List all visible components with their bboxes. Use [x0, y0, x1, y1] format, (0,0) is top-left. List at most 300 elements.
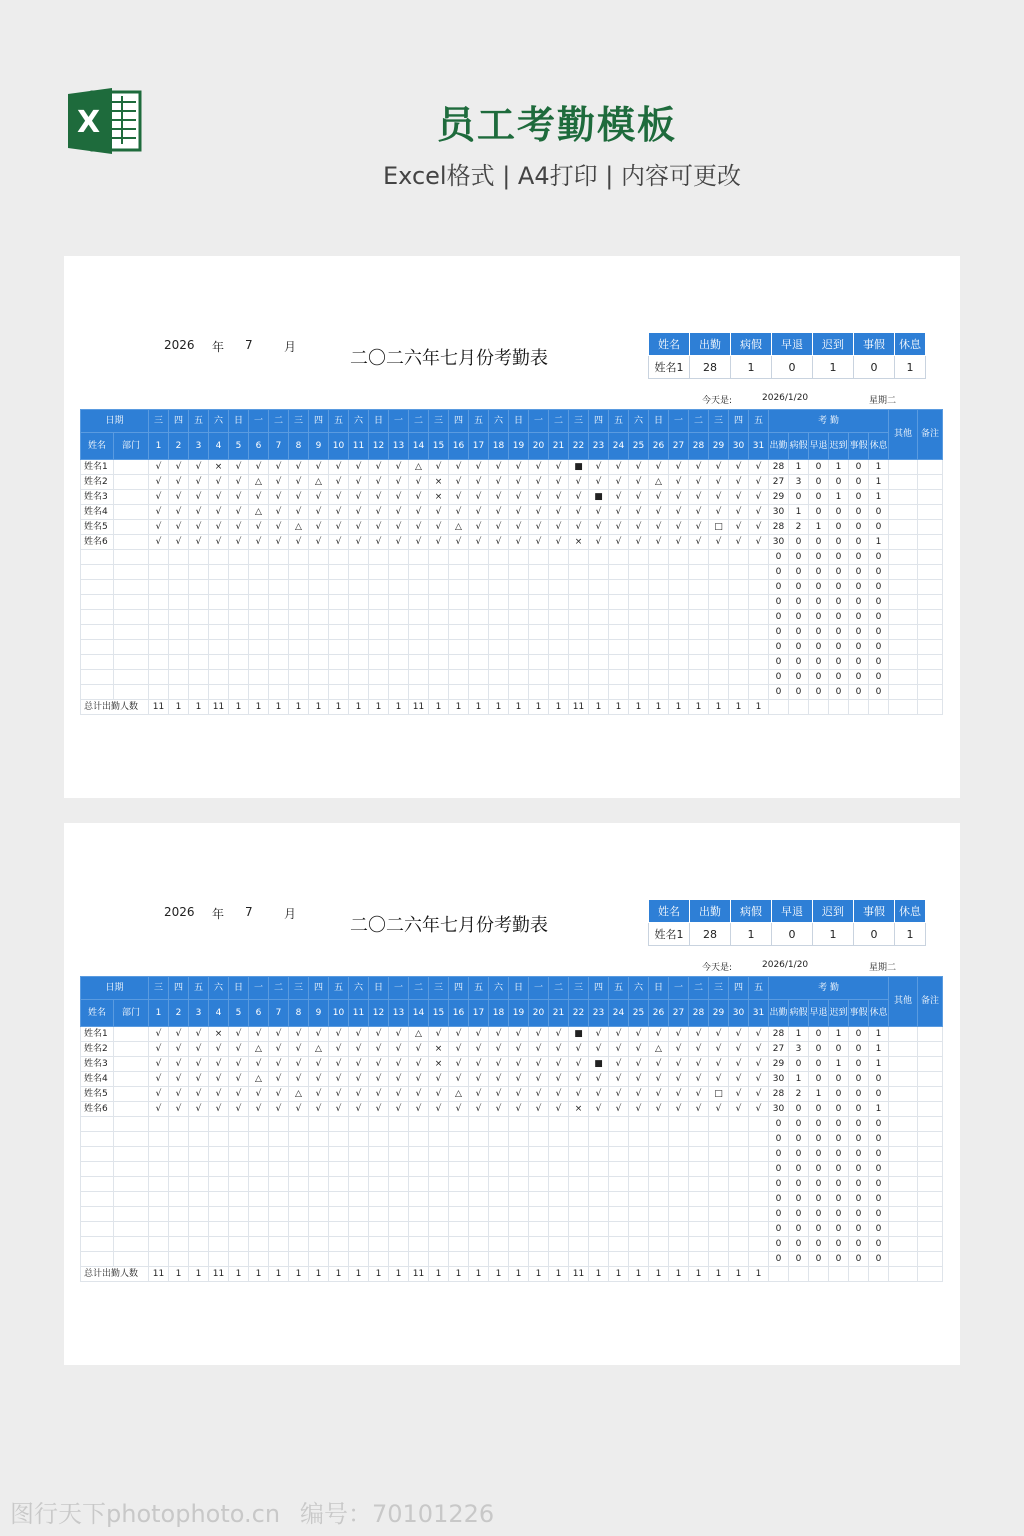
attendance-mark[interactable]	[269, 1117, 289, 1132]
attendance-mark[interactable]	[649, 550, 669, 565]
attendance-mark[interactable]	[729, 1177, 749, 1192]
attendance-mark[interactable]	[249, 610, 269, 625]
attendance-mark[interactable]	[329, 670, 349, 685]
note-cell[interactable]	[918, 1027, 943, 1042]
attendance-mark[interactable]: √	[149, 535, 169, 550]
attendance-mark[interactable]: √	[709, 1042, 729, 1057]
attendance-mark[interactable]: △	[249, 1072, 269, 1087]
attendance-mark[interactable]: √	[569, 520, 589, 535]
attendance-mark[interactable]	[709, 1222, 729, 1237]
attendance-mark[interactable]: △	[449, 1087, 469, 1102]
employee-name[interactable]	[81, 565, 114, 580]
attendance-mark[interactable]: √	[229, 475, 249, 490]
attendance-mark[interactable]: √	[389, 1057, 409, 1072]
attendance-mark[interactable]	[569, 1192, 589, 1207]
attendance-mark[interactable]	[289, 550, 309, 565]
attendance-mark[interactable]: ×	[569, 1102, 589, 1117]
attendance-mark[interactable]	[509, 1252, 529, 1267]
attendance-mark[interactable]	[329, 1192, 349, 1207]
attendance-mark[interactable]: √	[489, 1042, 509, 1057]
attendance-mark[interactable]	[569, 685, 589, 700]
other-cell[interactable]	[889, 1132, 918, 1147]
attendance-mark[interactable]	[349, 625, 369, 640]
attendance-mark[interactable]	[529, 1192, 549, 1207]
attendance-mark[interactable]	[369, 1147, 389, 1162]
attendance-mark[interactable]	[469, 1132, 489, 1147]
employee-name[interactable]: 姓名5	[81, 1087, 114, 1102]
attendance-mark[interactable]	[489, 1177, 509, 1192]
attendance-mark[interactable]	[229, 1117, 249, 1132]
attendance-mark[interactable]: √	[709, 1027, 729, 1042]
attendance-mark[interactable]	[669, 1117, 689, 1132]
attendance-mark[interactable]	[289, 580, 309, 595]
attendance-mark[interactable]	[549, 1207, 569, 1222]
attendance-mark[interactable]	[649, 595, 669, 610]
attendance-mark[interactable]: √	[509, 460, 529, 475]
attendance-mark[interactable]: √	[589, 1087, 609, 1102]
attendance-mark[interactable]	[649, 625, 669, 640]
attendance-mark[interactable]	[509, 1117, 529, 1132]
employee-name[interactable]: 姓名2	[81, 475, 114, 490]
attendance-mark[interactable]: √	[349, 490, 369, 505]
attendance-mark[interactable]	[249, 1162, 269, 1177]
attendance-mark[interactable]: √	[309, 520, 329, 535]
other-cell[interactable]	[889, 625, 918, 640]
attendance-mark[interactable]	[569, 640, 589, 655]
attendance-mark[interactable]	[249, 580, 269, 595]
attendance-mark[interactable]	[309, 640, 329, 655]
attendance-mark[interactable]: △	[289, 520, 309, 535]
attendance-mark[interactable]: √	[469, 1057, 489, 1072]
attendance-mark[interactable]	[709, 1117, 729, 1132]
attendance-mark[interactable]: √	[429, 505, 449, 520]
attendance-mark[interactable]	[729, 580, 749, 595]
attendance-mark[interactable]	[409, 625, 429, 640]
attendance-mark[interactable]	[389, 1207, 409, 1222]
attendance-mark[interactable]: √	[529, 1102, 549, 1117]
attendance-mark[interactable]	[469, 1192, 489, 1207]
attendance-mark[interactable]	[229, 685, 249, 700]
attendance-mark[interactable]: √	[309, 1087, 329, 1102]
note-cell[interactable]	[918, 505, 943, 520]
attendance-mark[interactable]: √	[349, 460, 369, 475]
attendance-mark[interactable]: ×	[429, 1042, 449, 1057]
other-cell[interactable]	[889, 1252, 918, 1267]
attendance-mark[interactable]: √	[389, 475, 409, 490]
employee-name[interactable]	[81, 1117, 114, 1132]
attendance-mark[interactable]	[229, 1132, 249, 1147]
attendance-mark[interactable]	[409, 1117, 429, 1132]
attendance-mark[interactable]: √	[449, 505, 469, 520]
attendance-mark[interactable]	[509, 1222, 529, 1237]
attendance-mark[interactable]: √	[509, 1087, 529, 1102]
attendance-mark[interactable]: √	[469, 535, 489, 550]
employee-name[interactable]: 姓名5	[81, 520, 114, 535]
attendance-mark[interactable]: √	[469, 1087, 489, 1102]
attendance-mark[interactable]	[569, 655, 589, 670]
attendance-mark[interactable]	[189, 1207, 209, 1222]
attendance-mark[interactable]	[729, 595, 749, 610]
attendance-mark[interactable]	[689, 550, 709, 565]
attendance-mark[interactable]: √	[569, 490, 589, 505]
other-cell[interactable]	[889, 550, 918, 565]
attendance-mark[interactable]: √	[409, 520, 429, 535]
attendance-mark[interactable]: √	[269, 475, 289, 490]
attendance-mark[interactable]	[629, 565, 649, 580]
employee-name[interactable]: 姓名6	[81, 535, 114, 550]
attendance-mark[interactable]: √	[189, 475, 209, 490]
attendance-mark[interactable]	[169, 1117, 189, 1132]
attendance-mark[interactable]	[449, 1252, 469, 1267]
attendance-mark[interactable]: √	[389, 490, 409, 505]
attendance-mark[interactable]: √	[729, 460, 749, 475]
summary-cell[interactable]: 0	[854, 356, 895, 379]
attendance-mark[interactable]: √	[529, 1072, 549, 1087]
attendance-mark[interactable]: √	[609, 475, 629, 490]
attendance-mark[interactable]: √	[389, 1027, 409, 1042]
attendance-mark[interactable]: △	[309, 1042, 329, 1057]
attendance-mark[interactable]	[209, 1147, 229, 1162]
employee-name[interactable]	[81, 1252, 114, 1267]
attendance-mark[interactable]	[169, 670, 189, 685]
attendance-mark[interactable]: √	[629, 1102, 649, 1117]
attendance-mark[interactable]	[509, 655, 529, 670]
attendance-mark[interactable]: √	[149, 1027, 169, 1042]
note-cell[interactable]	[918, 670, 943, 685]
attendance-mark[interactable]: √	[409, 1072, 429, 1087]
employee-dept[interactable]	[114, 610, 149, 625]
attendance-mark[interactable]	[429, 640, 449, 655]
attendance-mark[interactable]	[329, 1177, 349, 1192]
attendance-mark[interactable]	[169, 1177, 189, 1192]
attendance-mark[interactable]	[509, 1237, 529, 1252]
attendance-mark[interactable]	[529, 610, 549, 625]
attendance-mark[interactable]: √	[229, 460, 249, 475]
attendance-mark[interactable]: √	[749, 475, 769, 490]
attendance-mark[interactable]: √	[629, 1057, 649, 1072]
attendance-mark[interactable]: √	[669, 520, 689, 535]
attendance-mark[interactable]	[229, 595, 249, 610]
attendance-mark[interactable]	[289, 1117, 309, 1132]
attendance-mark[interactable]	[369, 610, 389, 625]
attendance-mark[interactable]	[369, 1252, 389, 1267]
attendance-mark[interactable]	[449, 1177, 469, 1192]
attendance-mark[interactable]: √	[729, 505, 749, 520]
employee-dept[interactable]	[114, 1087, 149, 1102]
attendance-mark[interactable]	[269, 1207, 289, 1222]
attendance-mark[interactable]: √	[169, 490, 189, 505]
attendance-mark[interactable]	[669, 1177, 689, 1192]
attendance-mark[interactable]	[429, 670, 449, 685]
attendance-mark[interactable]: √	[469, 1072, 489, 1087]
attendance-mark[interactable]	[189, 625, 209, 640]
attendance-mark[interactable]	[309, 580, 329, 595]
attendance-mark[interactable]	[349, 670, 369, 685]
attendance-mark[interactable]	[209, 550, 229, 565]
attendance-mark[interactable]: √	[689, 535, 709, 550]
other-cell[interactable]	[889, 1102, 918, 1117]
attendance-mark[interactable]: √	[149, 520, 169, 535]
attendance-mark[interactable]	[189, 1162, 209, 1177]
attendance-mark[interactable]	[429, 1117, 449, 1132]
employee-name[interactable]	[81, 655, 114, 670]
attendance-mark[interactable]	[689, 610, 709, 625]
attendance-mark[interactable]	[429, 595, 449, 610]
attendance-mark[interactable]: √	[749, 1057, 769, 1072]
note-cell[interactable]	[918, 655, 943, 670]
attendance-mark[interactable]: √	[629, 460, 649, 475]
attendance-mark[interactable]	[149, 670, 169, 685]
attendance-mark[interactable]	[589, 1117, 609, 1132]
attendance-mark[interactable]	[729, 670, 749, 685]
attendance-mark[interactable]	[669, 1162, 689, 1177]
attendance-mark[interactable]	[409, 670, 429, 685]
attendance-mark[interactable]: √	[409, 490, 429, 505]
attendance-mark[interactable]: √	[709, 460, 729, 475]
employee-dept[interactable]	[114, 595, 149, 610]
attendance-mark[interactable]	[369, 1222, 389, 1237]
employee-dept[interactable]	[114, 550, 149, 565]
attendance-mark[interactable]	[409, 1192, 429, 1207]
attendance-mark[interactable]: √	[149, 1057, 169, 1072]
attendance-mark[interactable]	[749, 550, 769, 565]
attendance-mark[interactable]	[609, 1117, 629, 1132]
attendance-mark[interactable]	[289, 1162, 309, 1177]
summary-cell[interactable]: 1	[731, 923, 772, 946]
attendance-mark[interactable]	[409, 595, 429, 610]
employee-dept[interactable]	[114, 1162, 149, 1177]
attendance-mark[interactable]	[209, 640, 229, 655]
attendance-mark[interactable]: √	[169, 505, 189, 520]
attendance-mark[interactable]: √	[269, 1072, 289, 1087]
attendance-mark[interactable]	[289, 655, 309, 670]
attendance-mark[interactable]: √	[349, 1102, 369, 1117]
attendance-mark[interactable]	[149, 685, 169, 700]
attendance-mark[interactable]: √	[229, 1042, 249, 1057]
attendance-mark[interactable]: △	[309, 475, 329, 490]
attendance-mark[interactable]: √	[309, 535, 329, 550]
attendance-mark[interactable]	[549, 625, 569, 640]
attendance-mark[interactable]	[489, 610, 509, 625]
attendance-mark[interactable]	[309, 1147, 329, 1162]
attendance-mark[interactable]	[269, 1132, 289, 1147]
attendance-mark[interactable]	[569, 1132, 589, 1147]
attendance-mark[interactable]	[669, 655, 689, 670]
attendance-mark[interactable]	[729, 565, 749, 580]
attendance-mark[interactable]	[729, 550, 749, 565]
attendance-mark[interactable]: √	[169, 475, 189, 490]
attendance-mark[interactable]	[529, 1162, 549, 1177]
employee-dept[interactable]	[114, 1237, 149, 1252]
attendance-mark[interactable]: √	[649, 1027, 669, 1042]
attendance-mark[interactable]	[549, 1117, 569, 1132]
attendance-mark[interactable]	[329, 1252, 349, 1267]
attendance-mark[interactable]: √	[369, 1102, 389, 1117]
attendance-mark[interactable]	[449, 550, 469, 565]
attendance-mark[interactable]	[309, 550, 329, 565]
attendance-mark[interactable]	[229, 1252, 249, 1267]
attendance-mark[interactable]: √	[369, 1072, 389, 1087]
attendance-mark[interactable]	[369, 595, 389, 610]
attendance-mark[interactable]: △	[289, 1087, 309, 1102]
attendance-mark[interactable]: √	[509, 505, 529, 520]
note-cell[interactable]	[918, 640, 943, 655]
attendance-mark[interactable]	[149, 640, 169, 655]
attendance-mark[interactable]	[189, 1147, 209, 1162]
attendance-mark[interactable]	[389, 670, 409, 685]
attendance-mark[interactable]: √	[549, 535, 569, 550]
attendance-mark[interactable]	[309, 1132, 329, 1147]
attendance-mark[interactable]	[549, 655, 569, 670]
attendance-mark[interactable]: √	[649, 1087, 669, 1102]
attendance-mark[interactable]	[609, 610, 629, 625]
employee-name[interactable]	[81, 670, 114, 685]
attendance-mark[interactable]	[269, 1192, 289, 1207]
attendance-mark[interactable]: √	[269, 1027, 289, 1042]
attendance-mark[interactable]: √	[489, 520, 509, 535]
attendance-mark[interactable]	[309, 1237, 329, 1252]
attendance-mark[interactable]	[509, 625, 529, 640]
attendance-mark[interactable]: √	[609, 1102, 629, 1117]
attendance-mark[interactable]	[329, 685, 349, 700]
attendance-mark[interactable]: √	[469, 1102, 489, 1117]
attendance-mark[interactable]	[669, 685, 689, 700]
attendance-mark[interactable]: √	[509, 535, 529, 550]
attendance-mark[interactable]: √	[309, 505, 329, 520]
attendance-mark[interactable]	[549, 610, 569, 625]
attendance-mark[interactable]: √	[449, 1057, 469, 1072]
attendance-mark[interactable]: √	[549, 520, 569, 535]
attendance-mark[interactable]	[289, 1252, 309, 1267]
attendance-mark[interactable]: √	[409, 1042, 429, 1057]
attendance-mark[interactable]	[649, 1177, 669, 1192]
employee-dept[interactable]	[114, 520, 149, 535]
attendance-mark[interactable]	[289, 625, 309, 640]
attendance-mark[interactable]	[709, 1132, 729, 1147]
attendance-mark[interactable]: √	[429, 460, 449, 475]
attendance-mark[interactable]	[449, 685, 469, 700]
attendance-mark[interactable]	[349, 1117, 369, 1132]
attendance-mark[interactable]	[409, 550, 429, 565]
attendance-mark[interactable]	[449, 640, 469, 655]
attendance-mark[interactable]	[609, 685, 629, 700]
attendance-mark[interactable]	[569, 625, 589, 640]
attendance-mark[interactable]	[569, 1117, 589, 1132]
attendance-mark[interactable]	[469, 1237, 489, 1252]
employee-dept[interactable]	[114, 670, 149, 685]
attendance-mark[interactable]: √	[349, 535, 369, 550]
attendance-mark[interactable]	[729, 625, 749, 640]
attendance-mark[interactable]	[609, 1162, 629, 1177]
employee-dept[interactable]	[114, 1132, 149, 1147]
attendance-mark[interactable]	[489, 670, 509, 685]
attendance-mark[interactable]: √	[689, 1087, 709, 1102]
attendance-mark[interactable]: √	[489, 1057, 509, 1072]
attendance-mark[interactable]	[209, 1252, 229, 1267]
attendance-mark[interactable]	[709, 610, 729, 625]
attendance-mark[interactable]: √	[489, 490, 509, 505]
attendance-mark[interactable]: √	[269, 490, 289, 505]
attendance-mark[interactable]	[429, 1222, 449, 1237]
attendance-mark[interactable]	[209, 610, 229, 625]
attendance-mark[interactable]	[509, 550, 529, 565]
attendance-mark[interactable]	[269, 655, 289, 670]
attendance-mark[interactable]	[509, 1177, 529, 1192]
attendance-mark[interactable]	[149, 1117, 169, 1132]
attendance-mark[interactable]	[269, 1177, 289, 1192]
summary-cell[interactable]: 1	[813, 923, 854, 946]
attendance-mark[interactable]	[189, 1192, 209, 1207]
attendance-mark[interactable]	[529, 550, 549, 565]
attendance-mark[interactable]: √	[409, 1102, 429, 1117]
attendance-mark[interactable]: √	[609, 520, 629, 535]
attendance-mark[interactable]: √	[529, 520, 549, 535]
attendance-mark[interactable]	[649, 565, 669, 580]
attendance-mark[interactable]	[529, 625, 549, 640]
attendance-mark[interactable]	[349, 595, 369, 610]
attendance-mark[interactable]: √	[149, 460, 169, 475]
attendance-mark[interactable]	[349, 610, 369, 625]
attendance-mark[interactable]: √	[509, 1027, 529, 1042]
attendance-mark[interactable]: √	[689, 1042, 709, 1057]
attendance-mark[interactable]	[389, 685, 409, 700]
attendance-mark[interactable]: √	[329, 1072, 349, 1087]
attendance-mark[interactable]: √	[669, 535, 689, 550]
attendance-mark[interactable]: √	[429, 1087, 449, 1102]
attendance-mark[interactable]: √	[629, 520, 649, 535]
attendance-mark[interactable]	[509, 685, 529, 700]
attendance-mark[interactable]: √	[449, 1042, 469, 1057]
attendance-mark[interactable]	[489, 1162, 509, 1177]
attendance-mark[interactable]	[649, 610, 669, 625]
attendance-mark[interactable]: √	[349, 1087, 369, 1102]
summary-cell[interactable]: 姓名1	[649, 923, 690, 946]
attendance-mark[interactable]	[369, 685, 389, 700]
attendance-mark[interactable]	[729, 1252, 749, 1267]
attendance-mark[interactable]	[209, 670, 229, 685]
attendance-mark[interactable]	[449, 610, 469, 625]
attendance-mark[interactable]: √	[429, 535, 449, 550]
attendance-mark[interactable]: √	[449, 475, 469, 490]
attendance-mark[interactable]	[389, 1222, 409, 1237]
attendance-mark[interactable]: △	[649, 1042, 669, 1057]
attendance-mark[interactable]	[469, 565, 489, 580]
attendance-mark[interactable]: √	[329, 505, 349, 520]
attendance-mark[interactable]	[509, 670, 529, 685]
attendance-mark[interactable]: √	[689, 1027, 709, 1042]
attendance-mark[interactable]: √	[269, 1042, 289, 1057]
attendance-mark[interactable]	[749, 1177, 769, 1192]
attendance-mark[interactable]	[269, 1237, 289, 1252]
attendance-mark[interactable]	[649, 1222, 669, 1237]
attendance-mark[interactable]: √	[369, 535, 389, 550]
attendance-mark[interactable]	[369, 1237, 389, 1252]
attendance-mark[interactable]: √	[169, 1042, 189, 1057]
attendance-mark[interactable]: √	[389, 1102, 409, 1117]
attendance-mark[interactable]: △	[449, 520, 469, 535]
attendance-mark[interactable]	[589, 610, 609, 625]
attendance-mark[interactable]	[529, 1132, 549, 1147]
attendance-mark[interactable]	[149, 550, 169, 565]
attendance-mark[interactable]	[489, 1237, 509, 1252]
attendance-mark[interactable]: √	[389, 1087, 409, 1102]
attendance-mark[interactable]	[469, 1177, 489, 1192]
attendance-mark[interactable]	[629, 1132, 649, 1147]
attendance-mark[interactable]	[569, 1177, 589, 1192]
attendance-mark[interactable]: √	[369, 1027, 389, 1042]
attendance-mark[interactable]: √	[449, 1102, 469, 1117]
note-cell[interactable]	[918, 1237, 943, 1252]
